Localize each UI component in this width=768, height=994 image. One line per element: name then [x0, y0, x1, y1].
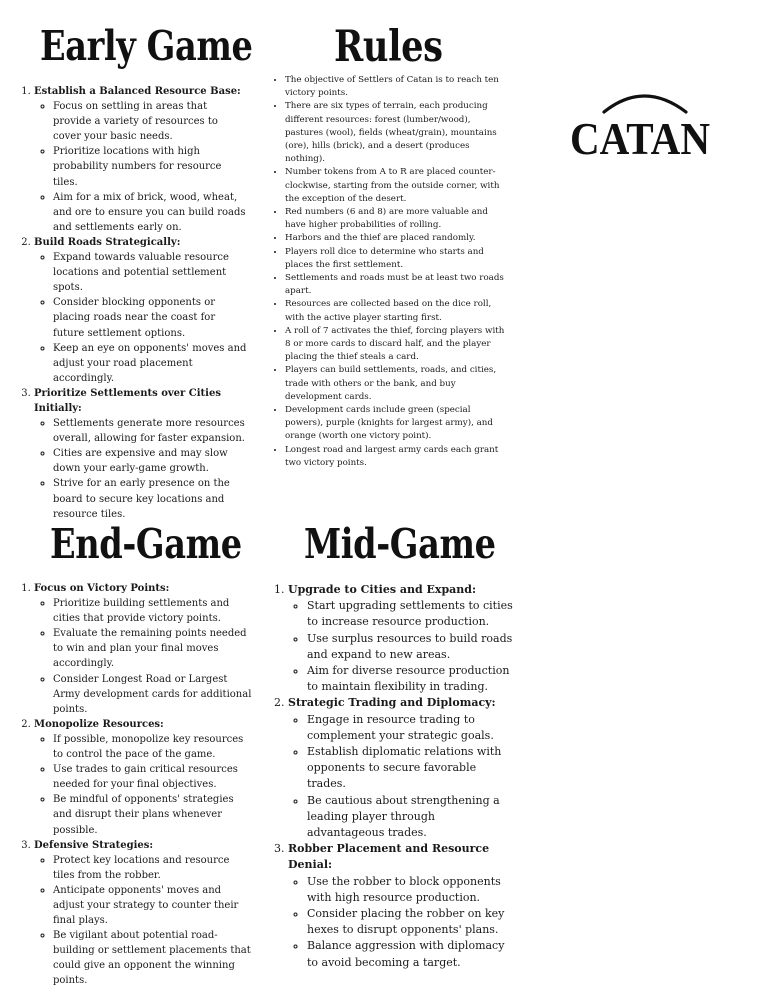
tip-item: ◦ Balance aggression with diplomacy to avoid becoming a target. — [307, 938, 513, 970]
tip-item: ◦ Aim for a mix of brick, wood, wheat, and ore to ensure you can build roads and settlements early on. — [53, 190, 248, 235]
rule-item: • There are six types of terrain, each producing different resources: forest (lumber/wood), pastures (wool), fields (wheat/grain), mountains (ore), hills (brick), and a desert (produces nothing). — [285, 100, 508, 166]
tip-list — [288, 874, 513, 971]
strategy-heading: Build Roads Strategically: — [34, 236, 181, 248]
tip-item: ◦ Consider Longest Road or Largest Army development cards for additional points. — [53, 672, 252, 717]
tip-list — [34, 596, 252, 717]
tip-item: ◦ Use trades to gain critical resources needed for your final objectives. — [53, 762, 252, 792]
end-game-title: End-Game — [50, 520, 242, 568]
rules-section — [272, 74, 508, 470]
tip-item: ◦ Be cautious about strengthening a leading player through advantageous trades. — [307, 793, 513, 842]
tip-item: ◦ Be vigilant about potential road-building or settlement placements that could give an opponent the winning points. — [53, 928, 252, 988]
tip-item: ◦ Evaluate the remaining points needed to win and plan your final moves accordingly. — [53, 626, 252, 671]
tip-item: ◦ Settlements generate more resources overall, allowing for faster expansion. — [53, 416, 248, 446]
rule-item: • Players roll dice to determine who starts and places the first settlement. — [285, 246, 508, 272]
tip-item: ◦ Prioritize locations with high probability numbers for resource tiles. — [53, 144, 248, 189]
mid-game-section — [273, 582, 513, 971]
early-game-title: Early Game — [40, 22, 253, 70]
tip-item: ◦ If possible, monopolize key resources to control the pace of the game. — [53, 732, 252, 762]
svg-text:CATAN: CATAN — [570, 113, 710, 164]
rule-item: • Development cards include green (special powers), purple (knights for largest army), and orange (worth one victory point). — [285, 404, 508, 444]
tip-item: ◦ Keep an eye on opponents' moves and adjust your road placement accordingly. — [53, 341, 248, 386]
strategy-item — [34, 581, 252, 717]
end-game-section — [20, 581, 252, 989]
rule-item: • Players can build settlements, roads, and cities, trade with others or the bank, and buy development cards. — [285, 364, 508, 404]
strategy-item — [34, 717, 252, 838]
rule-item: • Longest road and largest army cards each grant two victory points. — [285, 444, 508, 470]
strategy-item — [34, 386, 248, 522]
strategy-heading: Focus on Victory Points: — [34, 583, 170, 594]
mid-game-title: Mid-Game — [304, 520, 496, 568]
strategy-item — [288, 582, 513, 695]
rule-item: • Number tokens from A to R are placed counter-clockwise, starting from the outside corner, with the exception of the desert. — [285, 166, 508, 206]
tip-list — [34, 732, 252, 838]
tip-item: ◦ Engage in resource trading to complement your strategic goals. — [307, 712, 513, 744]
tip-list — [34, 99, 248, 235]
early-game-section — [20, 84, 248, 522]
strategy-heading: Upgrade to Cities and Expand: — [288, 583, 477, 596]
rule-item: • Harbors and the thief are placed randomly. — [285, 232, 508, 245]
tip-item: ◦ Start upgrading settlements to cities to increase resource production. — [307, 598, 513, 630]
strategy-heading: Robber Placement and Resource Denial: — [288, 842, 490, 872]
strategy-item — [34, 84, 248, 235]
catan-logo — [566, 84, 714, 164]
strategy-item — [288, 695, 513, 841]
strategy-list — [20, 581, 252, 989]
rule-item: • Resources are collected based on the dice roll, with the active player starting first. — [285, 298, 508, 324]
tip-list — [34, 853, 252, 989]
tip-item: ◦ Cities are expensive and may slow down your early-game growth. — [53, 446, 248, 476]
strategy-heading: Strategic Trading and Diplomacy: — [288, 696, 496, 710]
tip-item: ◦ Strive for an early presence on the board to secure key locations and resource tiles. — [53, 476, 248, 521]
rule-item: • The objective of Settlers of Catan is to reach ten victory points. — [285, 74, 508, 100]
rules-title: Rules — [334, 22, 443, 72]
tip-item: ◦ Focus on settling in areas that provide a variety of resources to cover your basic needs. — [53, 99, 248, 144]
rules-list — [272, 74, 508, 470]
strategy-heading: Prioritize Settlements over Cities Initially: — [34, 387, 221, 414]
strategy-list — [20, 84, 248, 522]
tip-item: ◦ Use the robber to block opponents with high resource production. — [307, 874, 513, 906]
tip-list — [34, 250, 248, 386]
strategy-item — [288, 841, 513, 971]
tip-item: ◦ Aim for diverse resource production to maintain flexibility in trading. — [307, 663, 513, 695]
tip-item: ◦ Establish diplomatic relations with opponents to secure favorable trades. — [307, 744, 513, 793]
tip-item: ◦ Expand towards valuable resource locations and potential settlement spots. — [53, 250, 248, 295]
tip-list — [34, 416, 248, 522]
tip-item: ◦ Prioritize building settlements and cities that provide victory points. — [53, 596, 252, 626]
rule-item: • Settlements and roads must be at least two roads apart. — [285, 272, 508, 298]
strategy-item — [34, 235, 248, 386]
tip-item: ◦ Consider blocking opponents or placing roads near the coast for future settlement options. — [53, 295, 248, 340]
tip-item: ◦ Protect key locations and resource tiles from the robber. — [53, 853, 252, 883]
tip-item: ◦ Anticipate opponents' moves and adjust your strategy to counter their final plays. — [53, 883, 252, 928]
rule-item: • Red numbers (6 and 8) are more valuable and have higher probabilities of rolling. — [285, 206, 508, 232]
strategy-item — [34, 838, 252, 989]
strategy-heading: Defensive Strategies: — [34, 839, 154, 851]
rule-item: • A roll of 7 activates the thief, forcing players with 8 or more cards to discard half, and the player placing the thief steals a card. — [285, 325, 508, 365]
tip-list — [288, 598, 513, 695]
strategy-heading: Establish a Balanced Resource Base: — [34, 86, 241, 97]
tip-list — [288, 712, 513, 842]
tip-item: ◦ Use surplus resources to build roads and expand to new areas. — [307, 631, 513, 663]
strategy-list — [273, 582, 513, 971]
tip-item: ◦ Be mindful of opponents' strategies and disrupt their plans whenever possible. — [53, 792, 252, 837]
strategy-heading: Monopolize Resources: — [34, 718, 164, 730]
tip-item: ◦ Consider placing the robber on key hexes to disrupt opponents' plans. — [307, 906, 513, 938]
